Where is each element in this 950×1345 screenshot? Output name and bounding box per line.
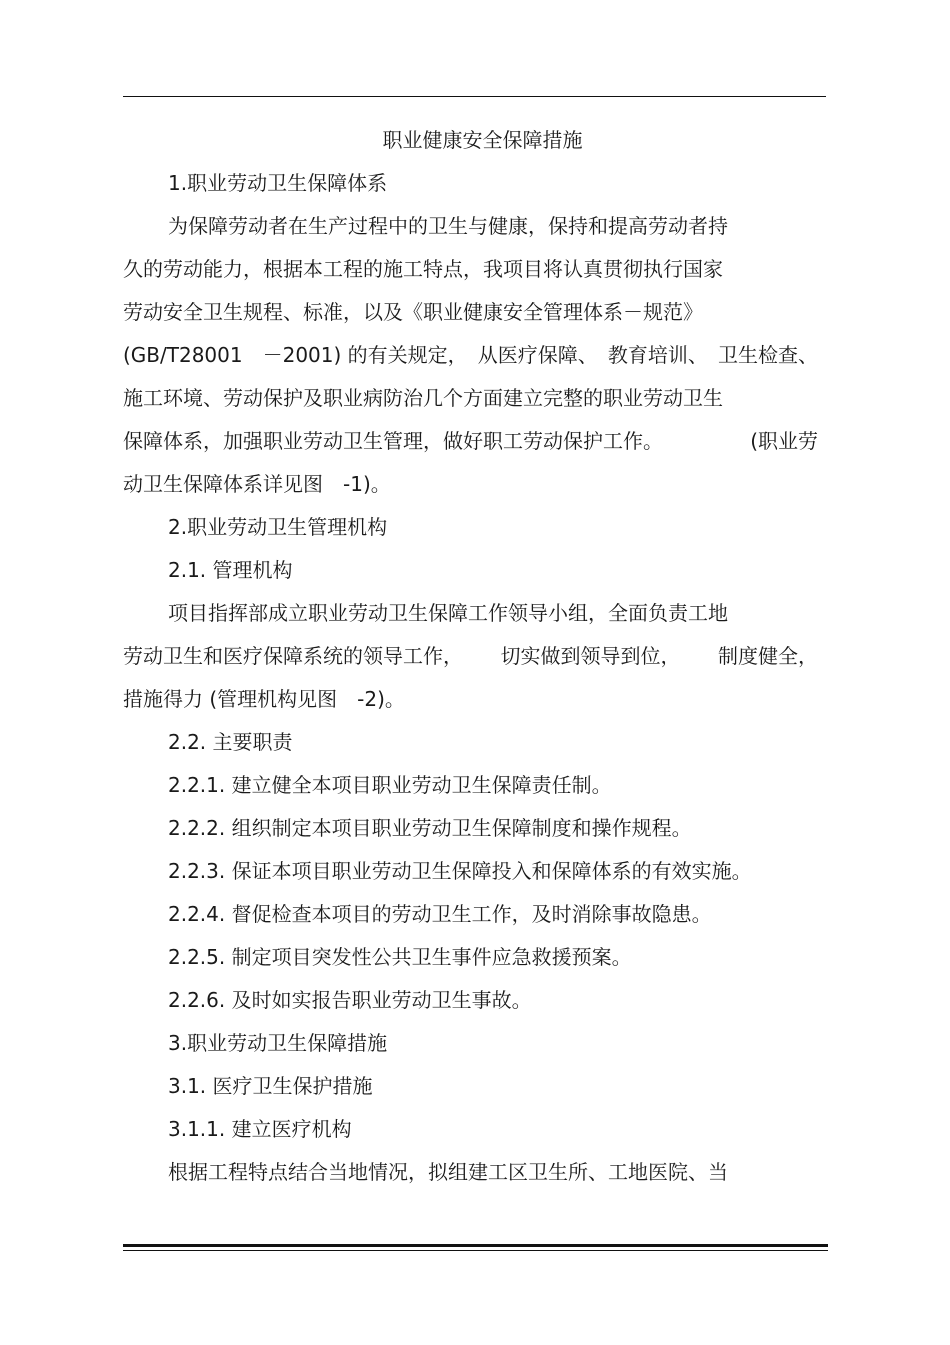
section-3-1-1-heading: 3.1.1. 建立医疗机构	[168, 1117, 352, 1141]
section-1-paragraph-line: 施工环境、劳动保护及职业病防治几个方面建立完整的职业劳动卫生	[123, 386, 723, 410]
section-1-paragraph-line	[123, 427, 818, 455]
section-1-heading: 1.职业劳动卫生保障体系	[168, 171, 388, 195]
section-2-1-paragraph-line: 措施得力 (管理机构见图 -2)。	[123, 687, 405, 711]
section-2-1-heading: 2.1. 管理机构	[168, 558, 293, 582]
section-2-2-heading: 2.2. 主要职责	[168, 730, 293, 754]
duty-list-item: 2.2.4. 督促检查本项目的劳动卫生工作，及时消除事故隐患。	[168, 902, 712, 926]
section-3-1-1-paragraph-line: 根据工程特点结合当地情况，拟组建工区卫生所、工地医院、当	[168, 1160, 728, 1184]
duty-list-item: 2.2.2. 组织制定本项目职业劳动卫生保障制度和操作规程。	[168, 816, 692, 840]
section-1-paragraph-line: 动卫生保障体系详见图 -1)。	[123, 472, 391, 496]
section-2-1-paragraph-line	[123, 642, 818, 670]
text-run: (GB/T28001 －2001) 的有关规定，	[123, 343, 468, 367]
duty-list-item: 2.2.6. 及时如实报告职业劳动卫生事故。	[168, 988, 532, 1012]
text-run: 切实做到领导到位，	[500, 644, 681, 668]
text-run: 教育培训、	[607, 343, 708, 367]
section-2-1-paragraph-line: 项目指挥部成立职业劳动卫生保障工作领导小组，全面负责工地	[168, 601, 728, 625]
text-run: (职业劳	[750, 429, 818, 453]
duty-list-item: 2.2.5. 制定项目突发性公共卫生事件应急救援预案。	[168, 945, 632, 969]
section-1-paragraph-line	[123, 341, 818, 369]
section-2-heading: 2.职业劳动卫生管理机构	[168, 515, 388, 539]
section-1-paragraph-line: 久的劳动能力，根据本工程的施工特点，我项目将认真贯彻执行国家	[123, 257, 723, 281]
section-3-1-heading: 3.1. 医疗卫生保护措施	[168, 1074, 373, 1098]
text-run: 劳动卫生和医疗保障系统的领导工作，	[123, 644, 463, 668]
section-1-paragraph-line: 劳动安全卫生规程、标准，以及《职业健康安全管理体系－规范》	[123, 300, 703, 324]
text-run: 从医疗保障、	[477, 343, 598, 367]
footer-rule-thin	[123, 1250, 828, 1251]
header-rule	[123, 96, 826, 97]
footer-rule	[123, 1244, 828, 1247]
section-3-heading: 3.职业劳动卫生保障措施	[168, 1031, 388, 1055]
section-1-paragraph-line: 为保障劳动者在生产过程中的卫生与健康，保持和提高劳动者持	[168, 214, 728, 238]
duty-list-item: 2.2.1. 建立健全本项目职业劳动卫生保障责任制。	[168, 773, 612, 797]
text-run: 制度健全，	[718, 644, 818, 668]
page-title: 职业健康安全保障措施	[382, 128, 583, 152]
duty-list-item: 2.2.3. 保证本项目职业劳动卫生保障投入和保障体系的有效实施。	[168, 859, 752, 883]
text-run: 保障体系，加强职业劳动卫生管理，做好职工劳动保护工作。	[123, 429, 663, 453]
text-run: 卫生检查、	[718, 343, 818, 367]
